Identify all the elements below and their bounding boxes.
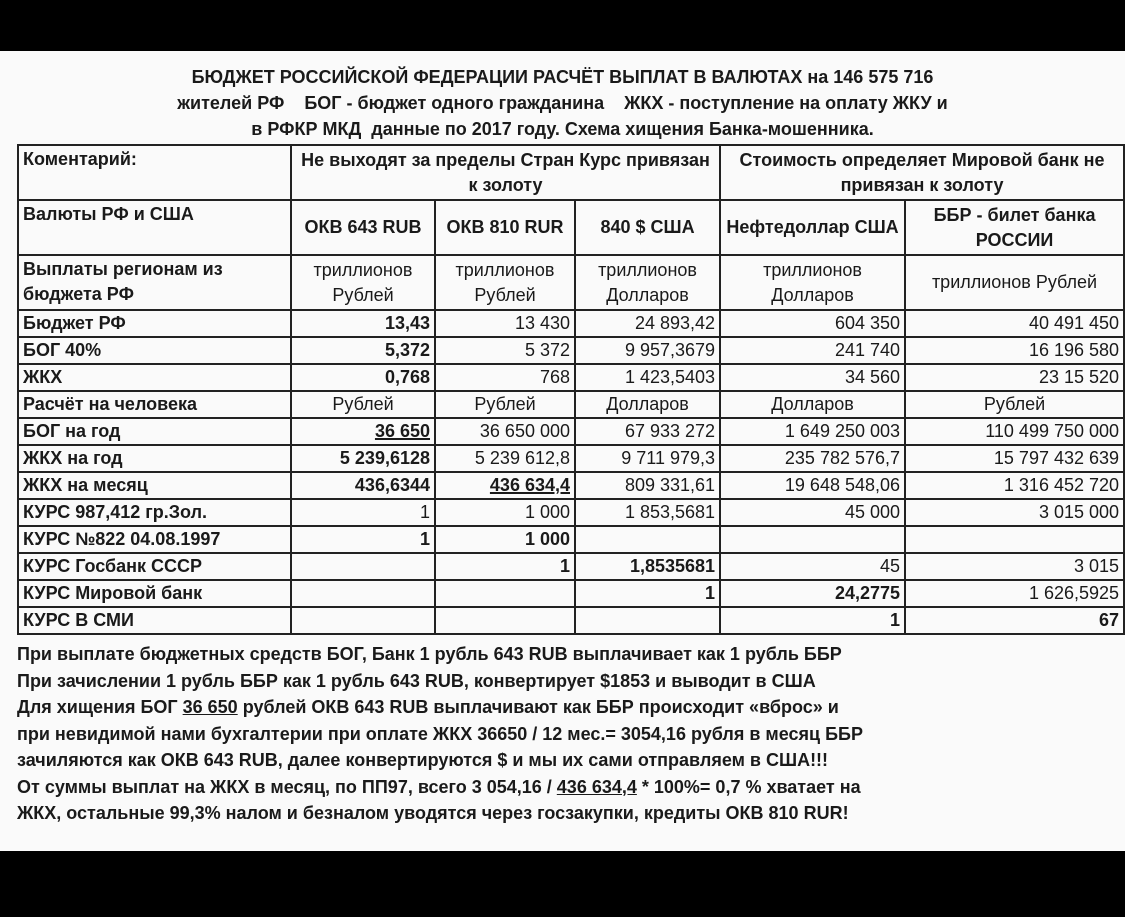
note-line	[17, 774, 1117, 801]
table-cell: 67	[905, 607, 1124, 634]
row-label: БОГ 40%	[18, 337, 291, 364]
table-cell: 1 000	[435, 526, 575, 553]
table-row	[18, 526, 1124, 553]
table-cell: 45	[720, 553, 905, 580]
underlined-value: 436 634,4	[556, 776, 637, 797]
group-gold-header: Не выходят за пределы Стран Курс привязан к золоту	[291, 145, 720, 200]
table-row	[18, 337, 1124, 364]
table-cell: 1 000	[435, 499, 575, 526]
table-cell: 13,43	[291, 310, 435, 337]
table-cell: 9 711 979,3	[575, 445, 720, 472]
title-line-3: в РФКР МКД данные по 2017 году. Схема хищения Банка-мошенника.	[251, 119, 874, 139]
table-cell	[291, 580, 435, 607]
note-line: зачиляются как ОКВ 643 RUB, далее конвертируются $ и мы их сами отправляем в США!!!	[17, 750, 829, 770]
table-row	[18, 499, 1124, 526]
note-text: рублей ОКВ 643 RUB выплачивают как ББР происходит «вброс» и	[237, 697, 839, 717]
table-cell: 110 499 750 000	[905, 418, 1124, 445]
row-label: Бюджет РФ	[18, 310, 291, 337]
table-row	[18, 418, 1124, 445]
table-cell: 1	[575, 580, 720, 607]
currency-header: ББР - билет банка РОССИИ	[905, 200, 1124, 255]
table-row	[18, 391, 1124, 418]
table-cell: 1 853,5681	[575, 499, 720, 526]
underlined-value: 36 650	[374, 421, 430, 441]
table-cell: 24,2775	[720, 580, 905, 607]
table-cell: 604 350	[720, 310, 905, 337]
currency-header: ОКВ 810 RUR	[435, 200, 575, 255]
table-cell	[905, 526, 1124, 553]
table-row	[18, 445, 1124, 472]
unit-cell: триллионов Рублей	[905, 255, 1124, 310]
row-label: ЖКХ на месяц	[18, 472, 291, 499]
table-cell: 5 372	[435, 337, 575, 364]
table-row	[18, 364, 1124, 391]
currency-header: ОКВ 643 RUB	[291, 200, 435, 255]
note-line: при невидимой нами бухгалтерии при оплате ЖКХ 36650 / 12 мес.= 3054,16 рубля в месяц ББР	[17, 723, 863, 744]
document-page	[0, 51, 1125, 851]
table-cell: 24 893,42	[575, 310, 720, 337]
note-line: При зачислении 1 рубль ББР как 1 рубль 643 RUB, конвертирует $1853 и выводит в США	[17, 670, 816, 691]
row-label: БОГ на год	[18, 418, 291, 445]
table-cell: 5 239 612,8	[435, 445, 575, 472]
table-cell	[575, 526, 720, 553]
row-label: КУРС 987,412 гр.Зол.	[18, 499, 291, 526]
table-cell: 5,372	[291, 337, 435, 364]
table-cell: 1 423,5403	[575, 364, 720, 391]
table-row	[18, 255, 1124, 310]
underlined-value: 36 650	[182, 697, 238, 717]
table-cell: 235 782 576,7	[720, 445, 905, 472]
table-cell: 3 015	[905, 553, 1124, 580]
unit-cell: Рублей	[435, 391, 575, 418]
table-cell: 241 740	[720, 337, 905, 364]
row-label: ЖКХ	[18, 364, 291, 391]
table-cell: 768	[435, 364, 575, 391]
table-cell: 9 957,3679	[575, 337, 720, 364]
currency-header: Нефтедоллар США	[720, 200, 905, 255]
table-row	[18, 145, 1124, 200]
unit-cell: триллионов Рублей	[435, 255, 575, 310]
row-label: КУРС №822 04.08.1997	[18, 526, 291, 553]
table-row	[18, 553, 1124, 580]
table-cell: 1	[291, 526, 435, 553]
table-cell: 34 560	[720, 364, 905, 391]
table-cell: 16 196 580	[905, 337, 1124, 364]
row-label: КУРС Мировой банк	[18, 580, 291, 607]
note-line: При выплате бюджетных средств БОГ, Банк 1 рубль 643 RUB выплачивает как 1 рубль ББР	[17, 644, 842, 664]
unit-cell: триллионов Долларов	[575, 255, 720, 310]
table-cell: 1	[435, 553, 575, 580]
table-row	[18, 472, 1124, 499]
table-cell	[291, 418, 435, 445]
table-cell: 1,8535681	[575, 553, 720, 580]
unit-cell: Рублей	[905, 391, 1124, 418]
table-cell: 36 650 000	[435, 418, 575, 445]
table-row	[18, 607, 1124, 634]
table-row	[18, 580, 1124, 607]
unit-cell: Долларов	[720, 391, 905, 418]
note-line	[17, 694, 1117, 721]
note-text: Для хищения БОГ	[17, 697, 183, 717]
note-line: ЖКХ, остальные 99,3% налом и безналом уводятся через госзакупки, кредиты ОКВ 810 RUR!	[17, 803, 849, 823]
table-cell	[291, 607, 435, 634]
row-label: Расчёт на человека	[18, 391, 291, 418]
note-text: * 100%= 0,7 % хватает на	[636, 776, 861, 797]
table-cell: 3 015 000	[905, 499, 1124, 526]
table-cell: 809 331,61	[575, 472, 720, 499]
table-cell: 15 797 432 639	[905, 445, 1124, 472]
underlined-value: 436 634,4	[489, 475, 570, 495]
unit-cell: Долларов	[575, 391, 720, 418]
table-row	[18, 200, 1124, 255]
budget-table	[17, 144, 1125, 635]
table-cell	[435, 472, 575, 499]
table-row	[18, 310, 1124, 337]
title-line-1: БЮДЖЕТ РОССИЙСКОЙ ФЕДЕРАЦИИ РАСЧЁТ ВЫПЛАТ В ВАЛЮТАХ на 146 575 716	[191, 67, 934, 87]
row-label: КУРС Госбанк СССР	[18, 553, 291, 580]
table-cell: 1 626,5925	[905, 580, 1124, 607]
note-text: От суммы выплат на ЖКХ в месяц, по ПП97, всего 3 054,16 /	[17, 776, 557, 797]
table-cell: 45 000	[720, 499, 905, 526]
table-cell	[435, 580, 575, 607]
comment-label: Коментарий:	[18, 145, 291, 200]
unit-cell: триллионов Рублей	[291, 255, 435, 310]
table-cell: 1 649 250 003	[720, 418, 905, 445]
units-row-label: Выплаты регионам из бюджета РФ	[18, 255, 291, 310]
notes-paragraph	[17, 641, 1117, 827]
table-cell	[291, 553, 435, 580]
table-cell: 40 491 450	[905, 310, 1124, 337]
table-cell	[435, 607, 575, 634]
table-cell: 0,768	[291, 364, 435, 391]
currency-row-label: Валюты РФ и США	[18, 200, 291, 255]
unit-cell: триллионов Долларов	[720, 255, 905, 310]
table-cell: 13 430	[435, 310, 575, 337]
title-line-2: жителей РФ БОГ - бюджет одного гражданина ЖКХ - поступление на оплату ЖКУ и	[177, 93, 948, 113]
table-cell: 5 239,6128	[291, 445, 435, 472]
table-cell: 67 933 272	[575, 418, 720, 445]
table-cell: 19 648 548,06	[720, 472, 905, 499]
row-label: ЖКХ на год	[18, 445, 291, 472]
row-label: КУРС В СМИ	[18, 607, 291, 634]
group-worldbank-header: Стоимость определяет Мировой банк не привязан к золоту	[720, 145, 1124, 200]
table-cell: 23 15 520	[905, 364, 1124, 391]
table-cell: 1 316 452 720	[905, 472, 1124, 499]
unit-cell: Рублей	[291, 391, 435, 418]
table-cell	[720, 526, 905, 553]
currency-header: 840 $ США	[575, 200, 720, 255]
table-cell: 436,6344	[291, 472, 435, 499]
table-cell: 1	[291, 499, 435, 526]
table-cell: 1	[720, 607, 905, 634]
table-cell	[575, 607, 720, 634]
